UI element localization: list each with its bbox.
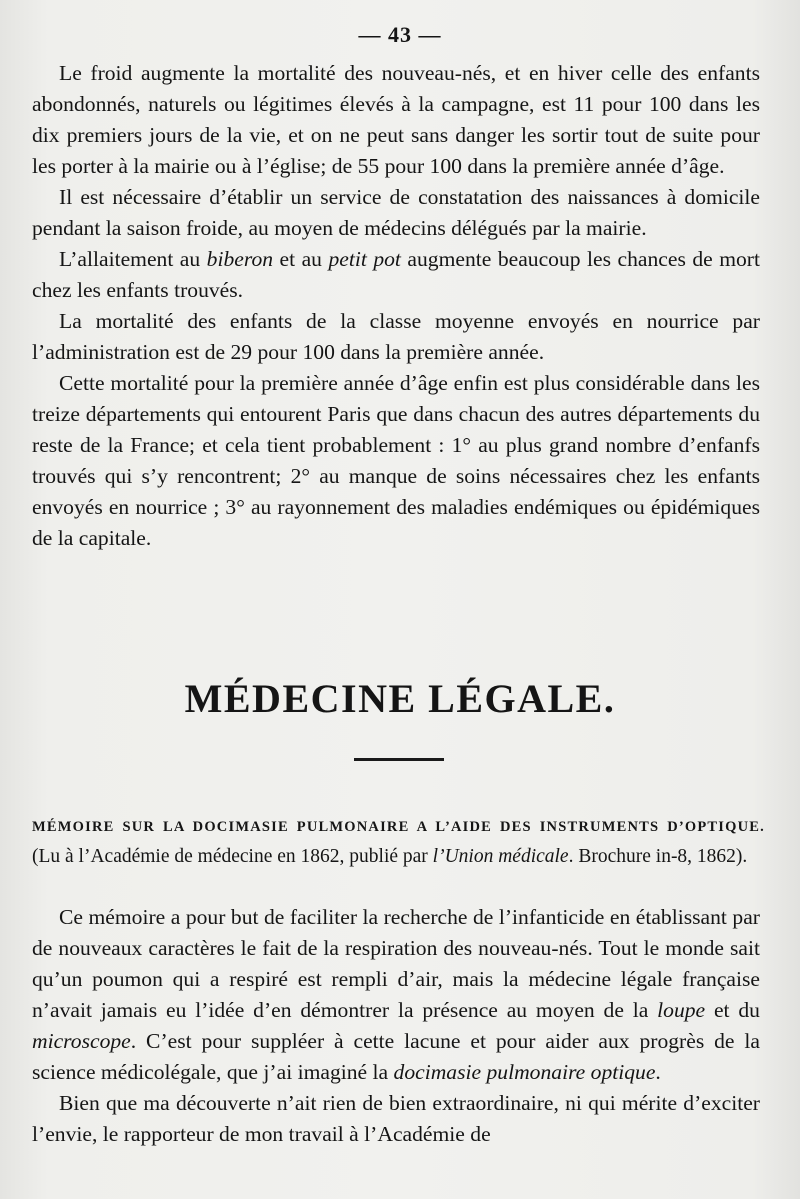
paragraph-middle-class-mortality: La mortalité des enfants de la classe moyenne envoyés en nourrice par l’administration est de 29 pour 100 dans la première année. — [32, 309, 760, 364]
paragraph-discovery: Bien que ma découverte n’ait rien de bien extraordinaire, ni qui mérite d’exciter l’envie, le rapporteur de mon travail à l’Académie de — [32, 1091, 760, 1146]
memoir-title-caps: MÉMOIRE SUR LA DOCIMASIE PULMONAIRE A L’AIDE DES INSTRUMENTS D’OPTIQUE. — [32, 819, 765, 835]
emphasis-biberon: biberon — [206, 247, 274, 271]
emphasis-microscope: microscope — [32, 1029, 131, 1053]
emphasis-docimasie-optique: docimasie pulmonaire optique — [393, 1060, 656, 1084]
paragraph-birth-registration: Il est nécessaire d’établir un service de constatation des naissances à domicile pendant la saison froide, au moyen de médecins délégués par la mairie. — [32, 185, 760, 240]
section-statistics — [32, 58, 760, 554]
emphasis-petit-pot: petit pot — [328, 247, 401, 271]
page-number: — 43 — — [358, 22, 442, 47]
heading-divider — [354, 758, 444, 761]
emphasis-union-medicale: l’Union médicale — [432, 846, 569, 867]
paragraph-feeding: L’allaitement au biberon et au petit pot augmente beaucoup les chances de mort chez les enfants trouvés. — [32, 247, 760, 302]
section-heading: MÉDECINE LÉGALE. — [184, 676, 616, 721]
paragraph-cold-mortality: Le froid augmente la mortalité des nouveau-nés, et en hiver celle des enfants abondonnés, naturels ou légitimes élevés à la campagne, est 11 pour 100 dans les dix premiers jours de la vie, et on ne peut sans danger les sortir tout de suite pour les porter à la mairie ou à l’église; de 55 pour 100 dans la première année d’âge. — [32, 61, 760, 178]
emphasis-loupe: loupe — [657, 998, 706, 1022]
paragraph-departments: Cette mortalité pour la première année d’âge enfin est plus considérable dans les treize départements qui entourent Paris que dans chacun des autres départements du reste de la France; et cela tient probablement : 1° au plus grand nombre d’enfanfs trouvés qui s’y rencontrent; 2° au manque de soins nécessaires chez les enfants envoyés en nourrice ; 3° au rayonnement des maladies endémiques ou épidémiques de la capitale. — [32, 371, 760, 550]
paragraph-memoir-purpose: Ce mémoire a pour but de faciliter la recherche de l’infanticide en établissant par de nouveaux caractères le fait de la respiration des nouveau-nés. Tout le monde sait qu’un poumon qui a respiré est rempli d’air, mais la médecine légale française n’avait jamais eu l’idée d’en démontrer la présence au moyen de la loupe et du microscope. C’est pour suppléer à cette lacune et pour aider aux progrès de la science médicolégale, que j’ai imaginé la docimasie pulmonaire optique. — [32, 905, 760, 1084]
section-docimasie — [32, 902, 760, 1150]
memoir-title: MÉMOIRE SUR LA DOCIMASIE PULMONAIRE A L’AIDE DES INSTRUMENTS D’OPTIQUE. (Lu à l’Académie de médecine en 1862, publié par l’Union médicale. Brochure in-8, 1862). — [32, 819, 765, 867]
